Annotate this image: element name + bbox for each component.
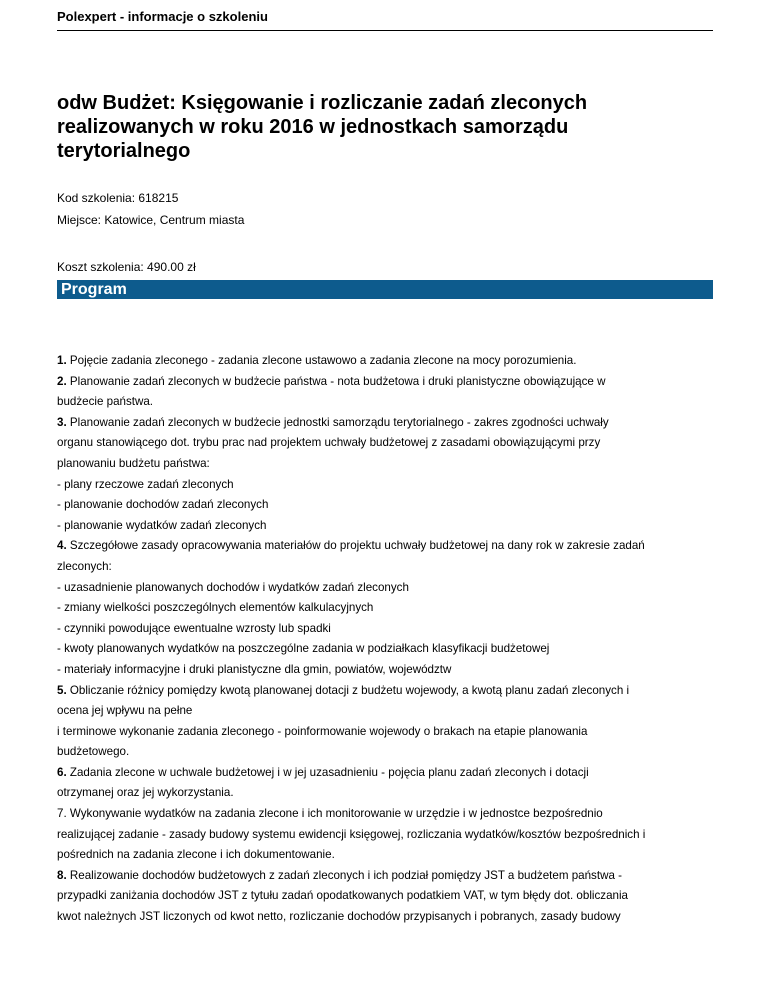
program-line-text: - planowanie wydatków zadań zleconych [57, 518, 267, 532]
program-line-text: - plany rzeczowe zadań zleconych [57, 477, 234, 491]
program-line-text: - uzasadnienie planowanych dochodów i wydatków zadań zleconych [57, 580, 409, 594]
training-code: Kod szkolenia: 618215 [57, 191, 179, 205]
program-line-text: i terminowe wykonanie zadania zleconego - poinformowanie wojewody o brakach na etapie planowania [57, 724, 588, 738]
program-line [57, 907, 717, 928]
program-line-text: otrzymanej oraz jej wykorzystania. [57, 786, 234, 800]
program-line [57, 495, 717, 516]
program-item-number: 3. [57, 415, 67, 429]
program-line [57, 886, 717, 907]
training-place: Miejsce: Katowice, Centrum miasta [57, 213, 245, 227]
program-line-text: - planowanie dochodów zadań zleconych [57, 498, 269, 512]
section-header-program: Program [57, 280, 713, 299]
program-line-text: Planowanie zadań zleconych w budżecie jednostki samorządu terytorialnego - zakres zgodności uchwały [66, 415, 609, 429]
program-line-text: planowaniu budżetu państwa: [57, 456, 210, 470]
program-line-text: przypadki zaniżania dochodów JST z tytułu zadań opodatkowanych podatkiem VAT, w tym błędy dot. obliczania [57, 889, 628, 903]
program-item-number: 4. [57, 539, 67, 553]
program-line-text: ocena jej wpływu na pełne [57, 704, 193, 718]
program-line-text: organu stanowiącego dot. trybu prac nad projektem uchwały budżetowej z zasadami obowiązującymi przy [57, 436, 601, 450]
program-line [57, 351, 717, 372]
program-line [57, 372, 717, 393]
program-line [57, 639, 717, 660]
program-line [57, 763, 717, 784]
program-line-text: budżetowego. [57, 745, 130, 759]
program-line [57, 866, 717, 887]
program-line-text: - zmiany wielkości poszczególnych elementów kalkulacyjnych [57, 601, 374, 615]
program-line [57, 804, 717, 825]
page-header: Polexpert - informacje o szkoleniu [57, 8, 713, 31]
program-line [57, 413, 717, 434]
page-title: odw Budżet: Księgowanie i rozliczanie zadań zleconych realizowanych w roku 2016 w jednostkach samorządu terytorialnego [57, 92, 588, 162]
program-line-text: kwot należnych JST liczonych od kwot netto, rozliczanie dochodów przypisanych i pobranych, zasady budowy [57, 910, 621, 924]
program-line [57, 392, 717, 413]
program-item-number: 5. [57, 683, 67, 697]
program-line [57, 701, 717, 722]
program-line-text: realizującej zadanie - zasady budowy systemu ewidencji księgowej, rozliczania wydatków/kosztów bezpośrednich i [57, 827, 646, 841]
program-line-text: Pojęcie zadania zleconego - zadania zlecone ustawowo a zadania zlecone na mocy porozumienia. [66, 354, 577, 367]
program-item-number: 1. [57, 354, 67, 367]
program-line-text: Szczegółowe zasady opracowywania materiałów do projektu uchwały budżetowej na dany rok w zakresie zadań [66, 539, 645, 553]
program-line [57, 454, 717, 475]
program-line [57, 742, 717, 763]
program-list [57, 351, 717, 928]
program-line-text: Planowanie zadań zleconych w budżecie państwa - nota budżetowa i druki planistyczne obowiązujące w [66, 374, 606, 388]
program-item-number: 8. [57, 868, 67, 882]
program-line [57, 660, 717, 681]
program-line-text: Zadania zlecone w uchwale budżetowej i w jej uzasadnieniu - pojęcia planu zadań zleconych i dotacji [66, 765, 589, 779]
program-line-text: budżecie państwa. [57, 395, 154, 409]
program-item-number: 2. [57, 374, 67, 388]
program-line-text: - czynniki powodujące ewentualne wzrosty lub spadki [57, 621, 331, 635]
program-line [57, 681, 717, 702]
program-line-text: zleconych: [57, 559, 112, 573]
program-line [57, 578, 717, 599]
program-line-text: 7. Wykonywanie wydatków na zadania zlecone i ich monitorowanie w urzędzie i w jednostce bezpośrednio [57, 807, 603, 821]
program-line-text: pośrednich na zadania zlecone i ich dokumentowanie. [57, 848, 335, 862]
program-line [57, 825, 717, 846]
program-line-text: - materiały informacyjne i druki planistyczne dla gmin, powiatów, województw [57, 662, 452, 676]
program-line [57, 475, 717, 496]
program-line [57, 516, 717, 537]
program-line [57, 783, 717, 804]
program-line [57, 598, 717, 619]
program-line-text: Realizowanie dochodów budżetowych z zadań zleconych i ich podział pomiędzy JST a budżetem państwa - [66, 868, 622, 882]
program-line-text: Obliczanie różnicy pomiędzy kwotą planowanej dotacji z budżetu wojewody, a kwotą planu zadań zleconych i [66, 683, 630, 697]
program-line [57, 433, 717, 454]
program-item-number: 6. [57, 765, 67, 779]
program-line-text: - kwoty planowanych wydatków na poszczególne zadania w podziałkach klasyfikacji budżetowej [57, 642, 550, 656]
program-line [57, 722, 717, 743]
training-cost: Koszt szkolenia: 490.00 zł [57, 260, 196, 274]
program-line [57, 557, 717, 578]
program-line [57, 619, 717, 640]
program-line [57, 845, 717, 866]
program-line [57, 536, 717, 557]
